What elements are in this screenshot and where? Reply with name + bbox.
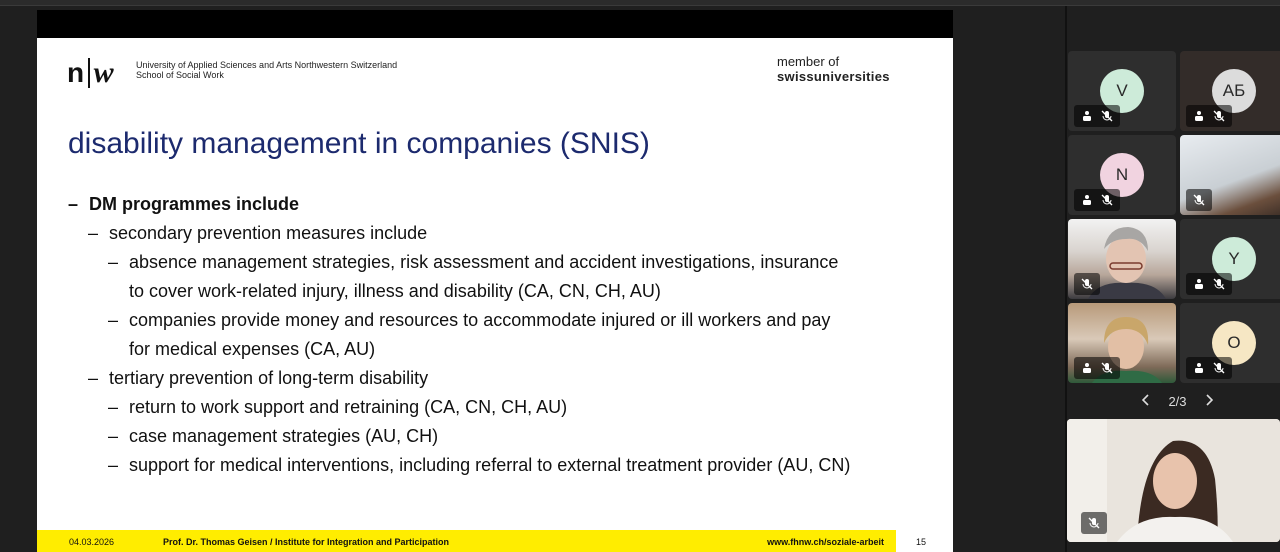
bullet-item [68, 422, 928, 451]
window-top-bar [0, 0, 1280, 6]
hand-icon [1189, 358, 1209, 378]
bullet-text: secondary prevention measures include [109, 223, 428, 243]
bullet-text: tertiary prevention of long-term disability [109, 368, 429, 388]
mic-muted-icon [1209, 274, 1229, 294]
avatar: АБ [1212, 69, 1256, 113]
participant-tile[interactable] [1068, 135, 1176, 215]
mic-muted-icon [1084, 513, 1104, 533]
institution-line-1: University of Applied Sciences and Arts Northwestern Switzerland [136, 60, 398, 70]
participant-status [1074, 105, 1120, 127]
bullet-list [68, 190, 928, 480]
hand-icon [1189, 106, 1209, 126]
avatar: Y [1212, 237, 1256, 281]
bullet-item [68, 306, 928, 335]
bullet-text: DM programmes include [89, 194, 300, 214]
mic-muted-icon [1077, 274, 1097, 294]
member-of-label: member of [777, 54, 840, 69]
bullet-continuation [68, 277, 928, 306]
participant-tile[interactable] [1068, 51, 1176, 131]
participant-video-tile[interactable] [1068, 219, 1176, 299]
participant-status [1074, 189, 1120, 211]
participant-status [1186, 357, 1232, 379]
participant-status [1081, 512, 1107, 534]
mic-muted-icon [1209, 358, 1229, 378]
mic-muted-icon [1209, 106, 1229, 126]
bullet-dash: – [108, 397, 119, 417]
bullet-text: case management strategies (AU, CH) [129, 426, 439, 446]
bullet-item [68, 451, 928, 480]
bullet-continuation [68, 335, 928, 364]
participant-video-tile[interactable] [1180, 135, 1280, 215]
bullet-item [68, 219, 928, 248]
footer-bar [37, 530, 896, 552]
bullet-text: for medical expenses (CA, AU) [129, 339, 376, 359]
slide-page-number: 15 [916, 537, 927, 547]
bullet-dash: – [88, 223, 99, 243]
participant-tile[interactable] [1180, 219, 1280, 299]
avatar: N [1100, 153, 1144, 197]
footer-url: www.fhnw.ch/soziale-arbeit [767, 537, 884, 547]
bullet-item [68, 248, 928, 277]
bullet-text: to cover work-related injury, illness and disability (CA, CN, CH, AU) [129, 281, 661, 301]
logo-divider [88, 58, 90, 88]
bullet-dash: – [108, 455, 119, 475]
participant-status [1186, 273, 1232, 295]
bullet-text: support for medical interventions, including referral to external treatment provider (AU, CN) [129, 455, 851, 475]
participant-pager [1140, 391, 1215, 411]
mic-muted-icon [1097, 358, 1117, 378]
bullet-dash: – [108, 252, 119, 272]
avatar: V [1100, 69, 1144, 113]
footer-author: Prof. Dr. Thomas Geisen / Institute for Integration and Participation [163, 537, 450, 547]
participant-status [1186, 105, 1232, 127]
shared-screen [37, 10, 953, 552]
participant-status [1074, 273, 1100, 295]
mic-muted-icon [1097, 190, 1117, 210]
logo-w: w [93, 56, 114, 89]
pager-label: 2/3 [1168, 393, 1187, 409]
bullet-item [68, 190, 928, 219]
avatar: O [1212, 321, 1256, 365]
mic-muted-icon [1189, 190, 1209, 210]
bullet-dash: – [68, 194, 79, 214]
institution-line-2: School of Social Work [136, 70, 224, 80]
footer-date: 04.03.2026 [69, 537, 115, 547]
slide-title: disability management in companies (SNIS) [68, 127, 650, 160]
presentation-slide [37, 38, 953, 552]
participant-status [1186, 189, 1212, 211]
self-video-tile[interactable] [1067, 419, 1280, 542]
bullet-dash: – [108, 426, 119, 446]
bullet-dash: – [108, 310, 119, 330]
hand-icon [1077, 106, 1097, 126]
member-badge [777, 54, 890, 85]
institution-name [136, 60, 397, 80]
hand-icon [1077, 358, 1097, 378]
chevron-right-icon[interactable] [1205, 393, 1215, 410]
chevron-left-icon[interactable] [1140, 393, 1150, 410]
participant-video-tile[interactable] [1068, 303, 1176, 383]
logo-n: n [67, 57, 85, 88]
bullet-item [68, 393, 928, 422]
bullet-item [68, 364, 928, 393]
participant-tile[interactable] [1180, 303, 1280, 383]
mic-muted-icon [1097, 106, 1117, 126]
bullet-text: companies provide money and resources to accommodate injured or ill workers and pay [129, 310, 831, 330]
bullet-text: return to work support and retraining (CA, CN, CH, AU) [129, 397, 568, 417]
slide-footer [37, 530, 953, 552]
bullet-text: absence management strategies, risk assessment and accident investigations, insurance [129, 252, 839, 272]
bullet-dash: – [88, 368, 99, 388]
hand-icon [1189, 274, 1209, 294]
member-org-label: swissuniversities [777, 69, 890, 84]
fhnw-logo [67, 58, 114, 88]
participant-status [1074, 357, 1120, 379]
hand-icon [1077, 190, 1097, 210]
participant-tile[interactable] [1180, 51, 1280, 131]
